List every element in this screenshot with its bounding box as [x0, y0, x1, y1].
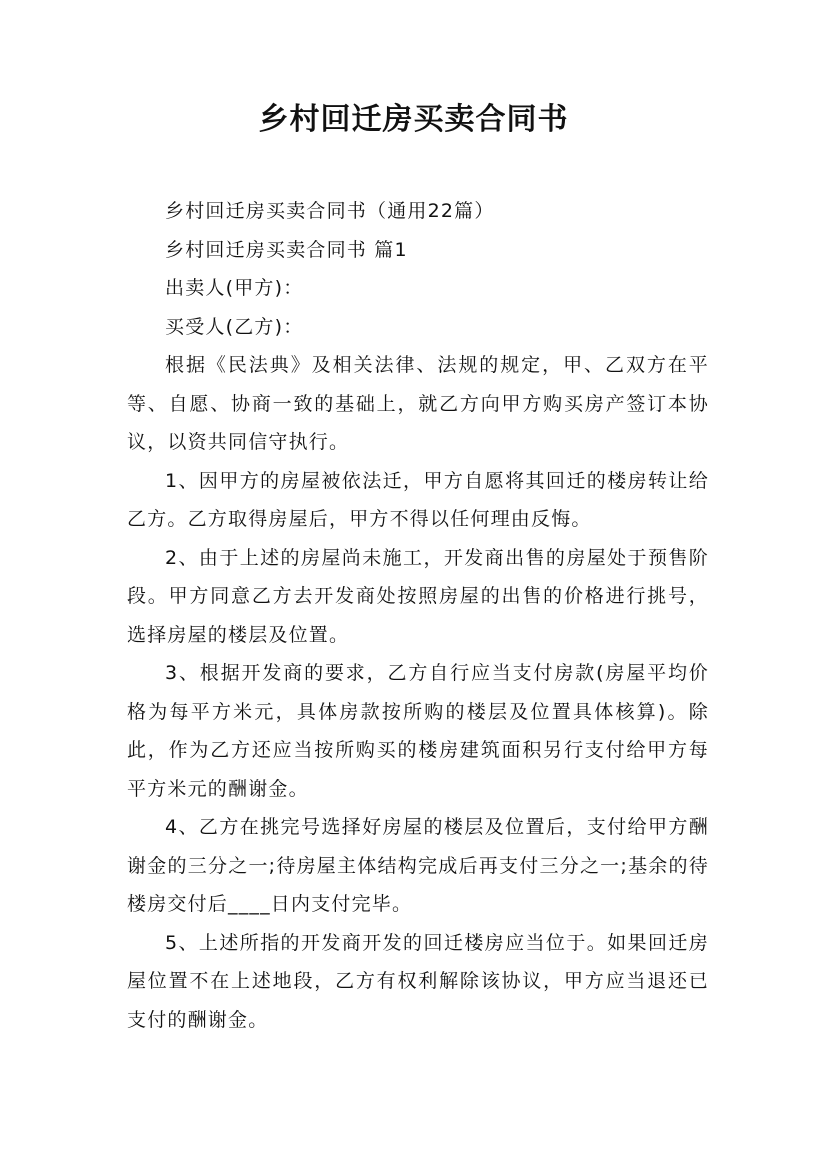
paragraph-section-heading: 乡村回迁房买卖合同书 篇1 — [165, 238, 408, 261]
paragraph-seller: 出卖人(甲方)： — [165, 277, 304, 299]
paragraph-subtitle: 乡村回迁房买卖合同书（通用22篇） — [165, 200, 495, 222]
clause-2: 2、由于上述的房屋尚未施工，开发商出售的房屋处于预售阶段。甲方同意乙方去开发商处按照房屋的出售的价格进行挑号，选择房屋的楼层及位置。 — [127, 546, 709, 646]
clause-5: 5、上述所指的开发商开发的回迁楼房应当位于。如果回迁房屋位置不在上述地段，乙方有权利解除该协议，甲方应当退还已支付的酬谢金。 — [127, 931, 709, 1031]
document-title: 乡村回迁房买卖合同书 — [258, 102, 569, 137]
document-body — [127, 192, 709, 1039]
paragraph-preamble: 根据《民法典》及相关法律、法规的规定，甲、乙双方在平等、自愿、协商一致的基础上，就乙方向甲方购买房产签订本协议，以资共同信守执行。 — [127, 354, 709, 453]
paragraph-buyer: 买受人(乙方)： — [165, 315, 304, 338]
clause-1: 1、因甲方的房屋被依法迁，甲方自愿将其回迁的楼房转让给乙方。乙方取得房屋后，甲方不得以任何理由反悔。 — [127, 469, 709, 530]
clause-3: 3、根据开发商的要求，乙方自行应当支付房款(房屋平均价格为每平方米元，具体房款按所购的楼层及位置具体核算)。除此，作为乙方还应当按所购买的楼房建筑面积另行支付给甲方每平方米元的酬谢金。 — [127, 662, 709, 800]
clause-4: 4、乙方在挑完号选择好房屋的楼层及位置后，支付给甲方酬谢金的三分之一;待房屋主体结构完成后再支付三分之一;基余的待楼房交付后____日内支付完毕。 — [127, 816, 709, 915]
